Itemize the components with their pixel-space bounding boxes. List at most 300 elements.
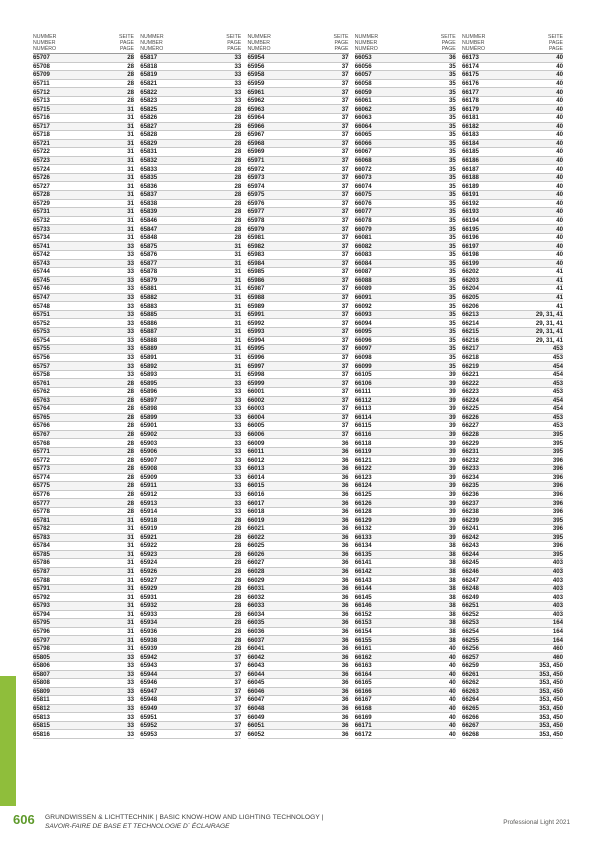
article-number: 66084 xyxy=(354,259,372,267)
table-row xyxy=(140,148,241,157)
article-number: 65786 xyxy=(33,559,50,567)
page-reference: 396 xyxy=(552,499,563,507)
article-number: 66003 xyxy=(247,405,265,413)
table-row xyxy=(33,619,134,628)
page-reference: 37 xyxy=(341,71,349,79)
article-number: 65992 xyxy=(247,319,265,327)
article-number: 66052 xyxy=(247,730,265,738)
page-reference: 37 xyxy=(341,353,349,361)
table-row xyxy=(248,105,349,114)
article-number: 65778 xyxy=(33,508,50,516)
page-reference: 28 xyxy=(234,533,242,541)
article-number: 65807 xyxy=(33,670,50,678)
page-reference: 38 xyxy=(448,568,456,576)
table-row xyxy=(355,225,456,234)
article-number: 65712 xyxy=(33,88,50,96)
article-number: 66016 xyxy=(247,490,265,498)
table-row xyxy=(33,311,134,320)
article-number: 65746 xyxy=(33,285,50,293)
article-number: 65942 xyxy=(140,653,158,661)
article-number: 65821 xyxy=(140,79,158,87)
table-row xyxy=(462,371,563,380)
table-row xyxy=(462,628,563,637)
table-row xyxy=(248,456,349,465)
article-number: 66264 xyxy=(462,696,479,704)
page-header-label: PAGE xyxy=(227,40,242,46)
article-number: 66028 xyxy=(247,568,265,576)
table-row xyxy=(355,619,456,628)
table-row xyxy=(248,388,349,397)
page-reference: 28 xyxy=(234,516,242,524)
article-number: 66129 xyxy=(354,516,372,524)
article-number: 65954 xyxy=(247,54,265,62)
table-row xyxy=(248,191,349,200)
page-reference: 36 xyxy=(341,619,349,627)
page-reference: 33 xyxy=(234,490,242,498)
table-row xyxy=(248,722,349,731)
table-row xyxy=(462,260,563,269)
table-row xyxy=(248,260,349,269)
article-number: 65901 xyxy=(140,422,158,430)
table-row xyxy=(462,405,563,414)
table-row xyxy=(462,140,563,149)
article-number: 65791 xyxy=(33,585,50,593)
table-row xyxy=(33,277,134,286)
page-reference: 39 xyxy=(448,525,456,533)
table-row xyxy=(33,422,134,431)
table-row xyxy=(462,602,563,611)
article-number: 65727 xyxy=(33,182,50,190)
article-number: 65724 xyxy=(33,165,50,173)
article-number: 66215 xyxy=(462,328,479,336)
page-reference: 37 xyxy=(234,679,242,687)
article-number: 65771 xyxy=(33,448,50,456)
page-header-label: PAGE xyxy=(441,40,456,46)
page-reference: 28 xyxy=(127,79,134,87)
table-row xyxy=(462,705,563,714)
page-reference: 31 xyxy=(234,242,242,250)
page-reference: 31 xyxy=(234,319,242,327)
page-reference: 33 xyxy=(234,499,242,507)
page-reference: 40 xyxy=(556,191,563,199)
table-row xyxy=(248,182,349,191)
article-number: 65784 xyxy=(33,542,50,550)
table-row xyxy=(462,645,563,654)
article-number: 65754 xyxy=(33,336,50,344)
page-reference: 403 xyxy=(552,602,563,610)
page-reference: 31 xyxy=(127,593,134,601)
table-row xyxy=(140,114,241,123)
page-reference: 36 xyxy=(341,730,349,738)
page-reference: 395 xyxy=(552,533,563,541)
page-reference: 31 xyxy=(234,302,242,310)
article-number: 65886 xyxy=(140,319,158,327)
article-number: 65887 xyxy=(140,328,158,336)
article-number: 65948 xyxy=(140,696,158,704)
article-number: 66165 xyxy=(354,679,372,687)
page-reference: 37 xyxy=(234,722,242,730)
table-row xyxy=(33,474,134,483)
table-row xyxy=(33,319,134,328)
page-reference: 40 xyxy=(448,679,456,687)
table-row xyxy=(248,593,349,602)
article-number: 65989 xyxy=(247,302,265,310)
table-row xyxy=(355,311,456,320)
page-reference: 164 xyxy=(552,619,563,627)
table-row xyxy=(140,525,241,534)
article-number: 66266 xyxy=(462,713,479,721)
article-number: 66233 xyxy=(462,465,479,473)
page-reference: 28 xyxy=(127,413,134,421)
article-number: 66075 xyxy=(354,191,372,199)
table-row xyxy=(140,217,241,226)
article-number: 65826 xyxy=(140,114,158,122)
article-number: 65966 xyxy=(247,122,265,130)
article-number: 65924 xyxy=(140,559,158,567)
table-row xyxy=(462,508,563,517)
page-reference: 28 xyxy=(234,525,242,533)
article-number: 66093 xyxy=(354,311,372,319)
article-number: 65918 xyxy=(140,516,158,524)
table-row xyxy=(462,671,563,680)
number-header-label: NUMÉRO xyxy=(140,46,164,52)
page-reference: 31 xyxy=(127,636,134,644)
page-reference: 396 xyxy=(552,473,563,481)
table-row xyxy=(33,585,134,594)
page-reference: 31 xyxy=(127,208,134,216)
page-reference: 28 xyxy=(234,559,242,567)
article-number: 65734 xyxy=(33,234,50,242)
article-number: 66046 xyxy=(247,687,265,695)
article-number: 65969 xyxy=(247,148,265,156)
table-row xyxy=(462,191,563,200)
page-reference: 28 xyxy=(234,191,242,199)
article-number: 66011 xyxy=(247,448,265,456)
page-reference: 37 xyxy=(341,165,349,173)
article-number: 65991 xyxy=(247,311,265,319)
page-header-label: PAGE xyxy=(441,46,456,52)
article-number: 66014 xyxy=(247,473,265,481)
page-reference: 31 xyxy=(234,353,242,361)
page-reference: 36 xyxy=(341,687,349,695)
page-reference: 28 xyxy=(234,157,242,165)
page-reference: 37 xyxy=(341,413,349,421)
table-row xyxy=(462,713,563,722)
article-number: 65717 xyxy=(33,122,50,130)
table-row xyxy=(140,431,241,440)
article-number: 65752 xyxy=(33,319,50,327)
table-row xyxy=(462,688,563,697)
table-row xyxy=(33,559,134,568)
article-number: 65922 xyxy=(140,542,158,550)
page-reference: 40 xyxy=(556,139,563,147)
table-row xyxy=(355,542,456,551)
number-header-label: NUMÉRO xyxy=(247,46,271,52)
article-number: 65943 xyxy=(140,662,158,670)
table-row xyxy=(355,593,456,602)
article-number: 65923 xyxy=(140,550,158,558)
article-number: 65782 xyxy=(33,525,50,533)
article-number: 65785 xyxy=(33,550,50,558)
article-number: 65979 xyxy=(247,225,265,233)
page-reference: 31 xyxy=(234,328,242,336)
article-number: 66167 xyxy=(354,696,372,704)
table-row xyxy=(462,542,563,551)
table-row xyxy=(33,148,134,157)
table-row xyxy=(140,123,241,132)
article-number: 66015 xyxy=(247,482,265,490)
page-reference: 28 xyxy=(127,508,134,516)
table-row xyxy=(140,465,241,474)
page-reference: 40 xyxy=(448,670,456,678)
table-row xyxy=(140,679,241,688)
table-row xyxy=(140,268,241,277)
article-number: 66105 xyxy=(354,371,372,379)
article-number: 66175 xyxy=(462,71,479,79)
article-number: 65877 xyxy=(140,259,158,267)
article-number: 66115 xyxy=(354,422,372,430)
page-reference: 40 xyxy=(556,71,563,79)
article-number: 65998 xyxy=(247,371,265,379)
page-reference: 35 xyxy=(448,174,456,182)
article-number: 65711 xyxy=(33,79,50,87)
page-reference: 36 xyxy=(341,662,349,670)
table-row xyxy=(140,568,241,577)
table-row xyxy=(140,260,241,269)
article-number: 65795 xyxy=(33,619,50,627)
page-reference: 37 xyxy=(341,131,349,139)
article-number: 66135 xyxy=(354,550,372,558)
page-reference: 36 xyxy=(341,722,349,730)
article-number: 65794 xyxy=(33,610,50,618)
table-row xyxy=(248,97,349,106)
article-number: 65798 xyxy=(33,645,50,653)
article-number: 65983 xyxy=(247,251,265,259)
article-number: 66248 xyxy=(462,585,479,593)
article-number: 65838 xyxy=(140,199,158,207)
article-number: 65952 xyxy=(140,722,158,730)
page-reference: 31 xyxy=(127,627,134,635)
page-reference: 28 xyxy=(234,105,242,113)
page-reference: 28 xyxy=(234,627,242,635)
article-number: 65967 xyxy=(247,131,265,139)
table-row xyxy=(33,662,134,671)
page-reference: 40 xyxy=(556,234,563,242)
page-footer xyxy=(0,812,600,842)
page-reference: 403 xyxy=(552,568,563,576)
table-row xyxy=(140,88,241,97)
article-number: 66002 xyxy=(247,396,265,404)
page-header-label: PAGE xyxy=(227,46,242,52)
page-reference: 35 xyxy=(448,114,456,122)
page-reference: 36 xyxy=(341,516,349,524)
table-row xyxy=(33,542,134,551)
article-number: 66181 xyxy=(462,114,479,122)
table-row xyxy=(33,268,134,277)
page-reference: 37 xyxy=(234,653,242,661)
article-number: 65929 xyxy=(140,585,158,593)
table-row xyxy=(33,482,134,491)
article-number: 66177 xyxy=(462,88,479,96)
article-number: 65726 xyxy=(33,174,50,182)
article-number: 65766 xyxy=(33,422,50,430)
page-reference: 36 xyxy=(341,713,349,721)
article-number: 66268 xyxy=(462,730,479,738)
article-number: 65972 xyxy=(247,165,265,173)
table-row xyxy=(462,636,563,645)
page-reference: 40 xyxy=(448,662,456,670)
article-number: 66217 xyxy=(462,345,479,353)
page-reference: 39 xyxy=(448,439,456,447)
table-row xyxy=(140,285,241,294)
article-number: 65744 xyxy=(33,268,50,276)
article-number: 66152 xyxy=(354,610,372,618)
page-reference: 29, 31, 41 xyxy=(535,319,563,327)
table-row xyxy=(248,345,349,354)
page-reference: 41 xyxy=(556,294,563,302)
column-header xyxy=(355,34,456,54)
article-number: 65823 xyxy=(140,97,158,105)
table-row xyxy=(462,474,563,483)
table-row xyxy=(462,456,563,465)
page-reference: 33 xyxy=(127,319,134,327)
page-reference: 31 xyxy=(127,199,134,207)
table-row xyxy=(140,593,241,602)
article-number: 65745 xyxy=(33,276,50,284)
article-number: 66228 xyxy=(462,431,479,439)
table-row xyxy=(462,525,563,534)
article-number: 66202 xyxy=(462,268,479,276)
table-row xyxy=(248,157,349,166)
article-number: 66249 xyxy=(462,593,479,601)
page-reference: 37 xyxy=(341,362,349,370)
article-number: 66179 xyxy=(462,105,479,113)
table-row xyxy=(33,200,134,209)
page-reference: 28 xyxy=(234,122,242,130)
footer-title-line2: SAVOIR-FAIRE DE BASE ET TECHNOLOGIE D´ ÉCLAIRAGE xyxy=(45,823,230,830)
table-row xyxy=(140,251,241,260)
article-number: 66242 xyxy=(462,533,479,541)
page-reference: 31 xyxy=(234,311,242,319)
article-number: 65767 xyxy=(33,431,50,439)
page-reference: 40 xyxy=(448,722,456,730)
article-number: 66012 xyxy=(247,456,265,464)
page-reference: 164 xyxy=(552,636,563,644)
article-number: 65949 xyxy=(140,705,158,713)
page-reference: 33 xyxy=(234,508,242,516)
page-reference: 36 xyxy=(341,525,349,533)
article-number: 66079 xyxy=(354,225,372,233)
page-reference: 35 xyxy=(448,285,456,293)
article-number: 65878 xyxy=(140,268,158,276)
article-number: 66072 xyxy=(354,165,372,173)
page-reference: 28 xyxy=(234,225,242,233)
page-reference: 396 xyxy=(552,542,563,550)
article-number: 66124 xyxy=(354,482,372,490)
table-row xyxy=(33,388,134,397)
article-number: 66174 xyxy=(462,62,479,70)
table-row xyxy=(462,388,563,397)
article-number: 66026 xyxy=(247,550,265,558)
page-reference: 37 xyxy=(234,696,242,704)
article-number: 65888 xyxy=(140,336,158,344)
article-number: 65879 xyxy=(140,276,158,284)
page-reference: 38 xyxy=(448,619,456,627)
table-row xyxy=(248,131,349,140)
article-number: 66123 xyxy=(354,473,372,481)
article-number: 65986 xyxy=(247,276,265,284)
table-row xyxy=(248,80,349,89)
article-number: 66004 xyxy=(247,413,265,421)
table-row xyxy=(140,414,241,423)
page-reference: 396 xyxy=(552,525,563,533)
table-row xyxy=(33,568,134,577)
table-row xyxy=(140,131,241,140)
article-number: 66066 xyxy=(354,139,372,147)
page-reference: 31 xyxy=(234,362,242,370)
page-reference: 28 xyxy=(234,174,242,182)
table-row xyxy=(248,114,349,123)
table-row xyxy=(462,551,563,560)
table-row xyxy=(462,379,563,388)
number-header-label: NUMBER xyxy=(247,40,270,46)
article-number: 66044 xyxy=(247,670,265,678)
page-reference: 33 xyxy=(127,345,134,353)
table-row xyxy=(462,439,563,448)
article-number: 66113 xyxy=(354,405,372,413)
number-header-label: NUMÉRO xyxy=(462,46,486,52)
table-row xyxy=(248,636,349,645)
page-reference: 31 xyxy=(127,234,134,242)
table-row xyxy=(355,191,456,200)
table-row xyxy=(462,97,563,106)
article-number: 65763 xyxy=(33,396,50,404)
table-row xyxy=(462,80,563,89)
table-row xyxy=(355,611,456,620)
article-number: 65958 xyxy=(247,71,265,79)
index-table xyxy=(33,34,563,739)
table-row xyxy=(355,123,456,132)
table-row xyxy=(248,337,349,346)
article-number: 66099 xyxy=(354,362,372,370)
table-row xyxy=(248,379,349,388)
page-reference: 36 xyxy=(341,585,349,593)
table-row xyxy=(248,653,349,662)
table-row xyxy=(462,268,563,277)
article-number: 65999 xyxy=(247,379,265,387)
page-reference: 39 xyxy=(448,499,456,507)
article-number: 65971 xyxy=(247,157,265,165)
column-group xyxy=(462,34,563,739)
page-reference: 36 xyxy=(341,439,349,447)
page-reference: 36 xyxy=(341,576,349,584)
page-reference: 28 xyxy=(127,396,134,404)
table-row xyxy=(355,174,456,183)
page-reference: 35 xyxy=(448,302,456,310)
article-number: 65812 xyxy=(33,705,50,713)
article-number: 65961 xyxy=(247,88,265,96)
page-reference: 37 xyxy=(341,294,349,302)
article-number: 65978 xyxy=(247,216,265,224)
page-reference: 31 xyxy=(127,105,134,113)
article-number: 66081 xyxy=(354,234,372,242)
article-number: 66037 xyxy=(247,636,265,644)
table-row xyxy=(355,456,456,465)
table-row xyxy=(462,534,563,543)
article-number: 66253 xyxy=(462,619,479,627)
page-reference: 28 xyxy=(127,439,134,447)
article-number: 65758 xyxy=(33,371,50,379)
